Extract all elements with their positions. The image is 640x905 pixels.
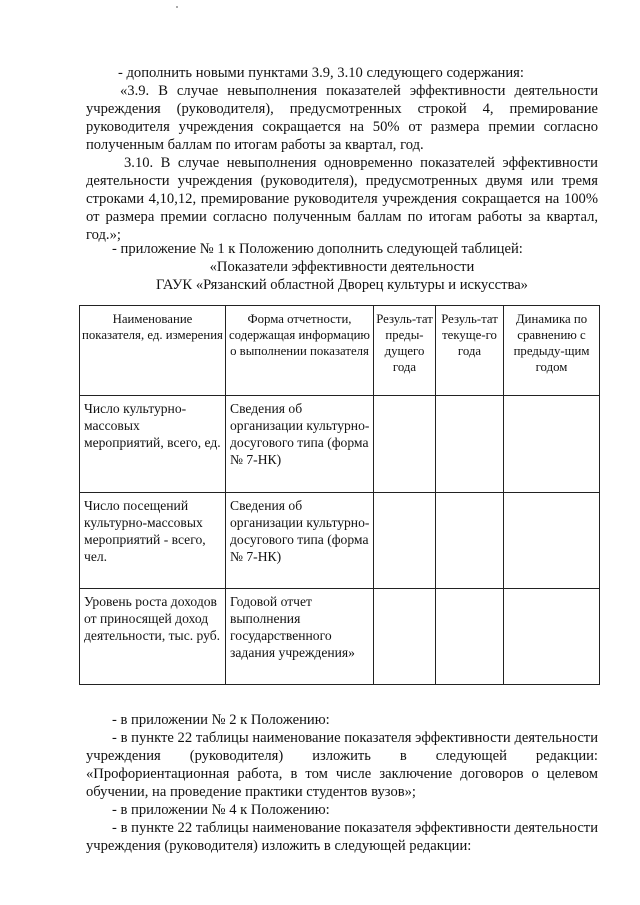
cell-dynamics — [504, 589, 600, 685]
header-previous-year: Резуль-тат преды-дущего года — [374, 306, 436, 396]
cell-report-form: Годовой отчет выполнения государственного задания учреждения» — [226, 589, 374, 685]
table-row — [80, 493, 600, 589]
paragraph-point-3-10: 3.10. В случае невыполнения одновременно показателей эффективности деятельности учреждения (руководителя), предусмотренных двумя или тремя строками 4,10,12, премирование руководителя учреждения сокращается на 100% от размера премии согласно полученным баллам по итогам работы за квартал, год.»; — [86, 155, 598, 243]
table-header-row — [80, 306, 600, 396]
cell-current-year — [436, 493, 504, 589]
cell-report-form: Сведения об организации культурно-досугового типа (форма № 7-НК) — [226, 493, 374, 589]
cell-previous-year — [374, 589, 436, 685]
cell-dynamics — [504, 493, 600, 589]
cell-indicator-name: Число посещений культурно-массовых мероприятий - всего, чел. — [80, 493, 226, 589]
paragraph-appendix-1: - приложение № 1 к Положению дополнить следующей таблицей: — [112, 241, 523, 257]
paragraph-point-3-9: «3.9. В случае невыполнения показателей эффективности деятельности учреждения (руководителя), предусмотренных строкой 4, премирование руководителя учреждения сокращается на 50% от размера премии согласно полученным баллам по итогам работы за квартал, год. — [86, 83, 598, 153]
cell-dynamics — [504, 396, 600, 493]
cell-indicator-name: Число культурно-массовых мероприятий, всего, ед. — [80, 396, 226, 493]
header-indicator-name: Наименование показателя, ед. измерения — [80, 306, 226, 396]
cell-previous-year — [374, 396, 436, 493]
table-title-line-2: ГАУК «Рязанский областной Дворец культуры и искусства» — [156, 277, 528, 293]
paragraph-appendix-4: - в приложении № 4 к Положению: — [112, 802, 330, 818]
paragraph-appendix-4-point-22: - в пункте 22 таблицы наименование показателя эффективности деятельности учреждения (руководителя) изложить в следующей редакции: — [86, 820, 598, 854]
cell-report-form: Сведения об организации культурно-досугового типа (форма № 7-НК) — [226, 396, 374, 493]
cell-previous-year — [374, 493, 436, 589]
cell-current-year — [436, 396, 504, 493]
indicators-table — [79, 305, 600, 685]
cell-indicator-name: Уровень роста доходов от приносящей доход деятельности, тыс. руб. — [80, 589, 226, 685]
cell-current-year — [436, 589, 504, 685]
scan-speck — [176, 6, 178, 8]
header-dynamics: Динамика по сравнению с предыду-щим годом — [504, 306, 600, 396]
table-row — [80, 396, 600, 493]
header-report-form: Форма отчетности, содержащая информацию о выполнении показателя — [226, 306, 374, 396]
paragraph-appendix-2-point-22: - в пункте 22 таблицы наименование показателя эффективности деятельности учреждения (руководителя) изложить в следующей редакции: «Профориентационная работа, в том числе заключение договоров о целевом обучении, на проведение практики студентов вузов»; — [86, 730, 598, 800]
paragraph-add-points: - дополнить новыми пунктами 3.9, 3.10 следующего содержания: — [118, 65, 524, 81]
table-row — [80, 589, 600, 685]
header-current-year: Резуль-тат текуще-го года — [436, 306, 504, 396]
paragraph-appendix-2: - в приложении № 2 к Положению: — [112, 712, 330, 728]
table-title-line-1: «Показатели эффективности деятельности — [209, 259, 475, 275]
